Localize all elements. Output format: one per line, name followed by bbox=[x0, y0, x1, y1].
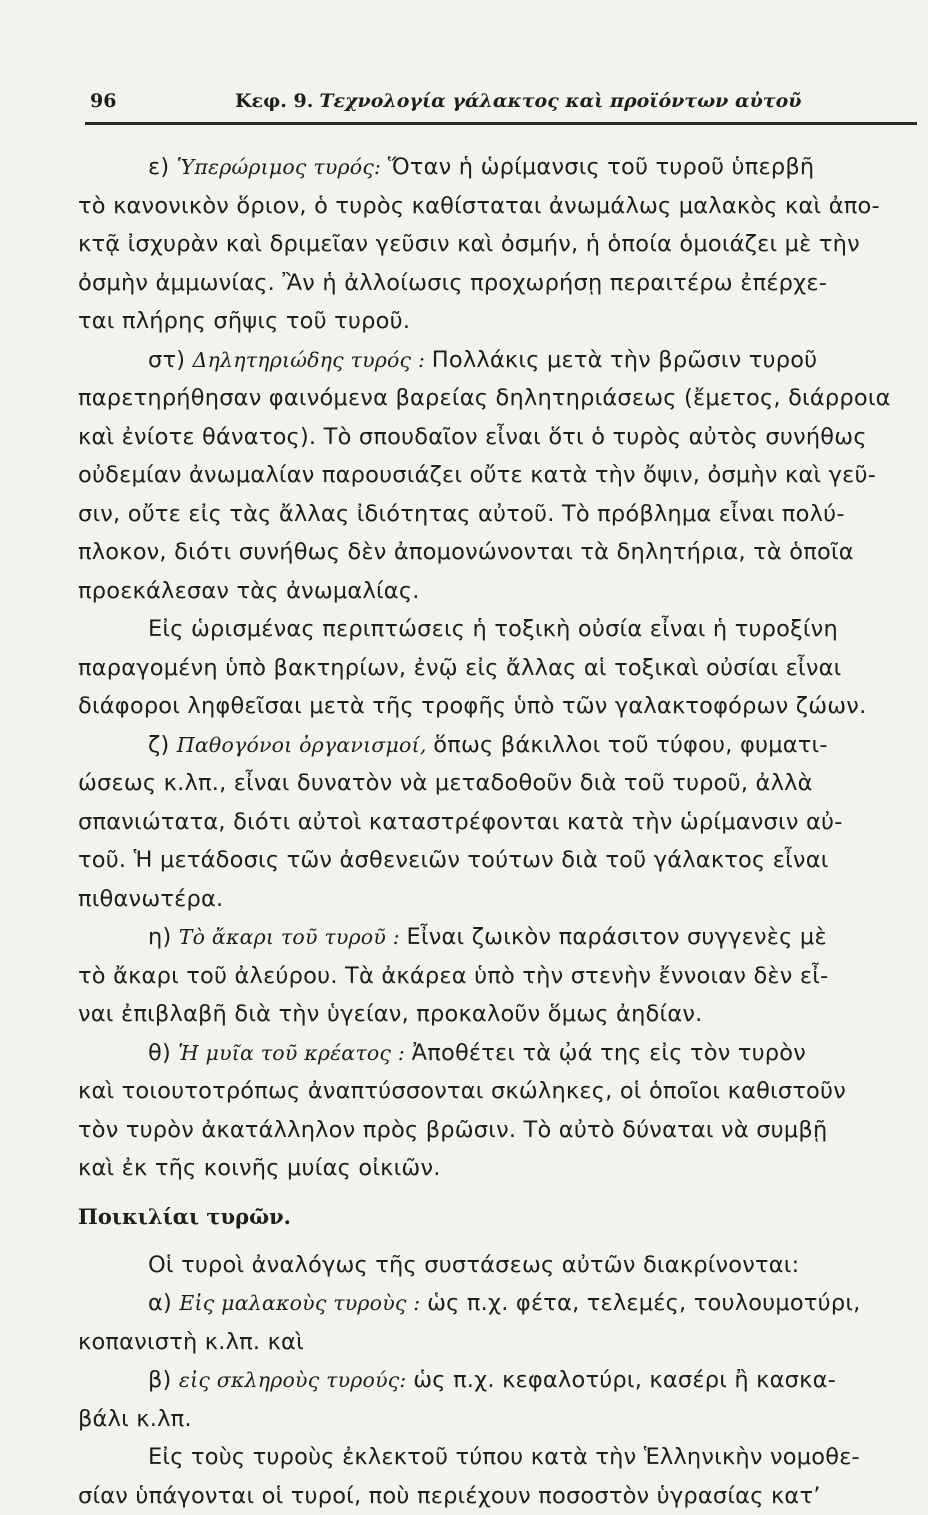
item-text: ὡς π.χ. κεφαλοτύρι, κασέρι ἢ κασκα- bbox=[413, 1367, 836, 1393]
text-line: Εἰς ὡρισμένας περιπτώσεις ἡ τοξικὴ οὐσία εἶναι ἡ τυροξίνη bbox=[78, 610, 908, 649]
item-label: ζ) bbox=[148, 732, 177, 758]
text-line: τὸν τυρὸν ἀκατάλληλον πρὸς βρῶσιν. Τὸ αὐτὸ δύναται νὰ συμβῇ bbox=[78, 1111, 908, 1150]
text-line: σπανιώτατα, διότι αὐτοὶ καταστρέφονται κατὰ τὴν ὡρίμανσιν αὐ- bbox=[78, 803, 908, 842]
text-line: προεκάλεσαν τὰς ἀνωμαλίας. bbox=[78, 572, 908, 611]
text-line: καὶ ἐκ τῆς κοινῆς μυίας οἰκιῶν. bbox=[78, 1149, 908, 1188]
item-term: Παθογόνοι ὀργανισμοί, bbox=[177, 733, 433, 757]
text-line bbox=[78, 726, 908, 765]
page-body bbox=[78, 148, 908, 1515]
chapter-label: Κεφ. 9. bbox=[235, 90, 313, 112]
item-text: ὅπως βάκιλλοι τοῦ τύφου, φυματι- bbox=[433, 732, 827, 758]
item-text: ὡς π.χ. φέτα, τελεμές, τουλουμοτύρι, bbox=[427, 1290, 860, 1316]
item-term: Δηλητηριώδης τυρός : bbox=[193, 348, 432, 372]
text-line: καὶ ἐνίοτε θάνατος). Τὸ σπουδαῖον εἶναι ὅτι ὁ τυρὸς αὐτὸς συνήθως bbox=[78, 418, 908, 457]
text-line bbox=[78, 148, 908, 187]
text-line: κτᾷ ἰσχυρὰν καὶ δριμεῖαν γεῦσιν καὶ ὀσμήν, ἡ ὁποία ὁμοιάζει μὲ τὴν bbox=[78, 225, 908, 264]
item-label: στ) bbox=[148, 347, 193, 373]
text-line: σίαν ὑπάγονται οἱ τυροί, ποὺ περιέχουν ποσοστὸν ὑγρασίας κατ’ bbox=[78, 1477, 908, 1515]
text-line: τὸ κανονικὸν ὅριον, ὁ τυρὸς καθίσταται ἀνωμάλως μαλακὸς καὶ ἀπο- bbox=[78, 187, 908, 226]
text-line: πιθανωτέρα. bbox=[78, 880, 908, 919]
text-line: Εἰς τοὺς τυροὺς ἐκλεκτοῦ τύπου κατὰ τὴν Ἑλληνικὴν νομοθε- bbox=[78, 1438, 908, 1477]
item-term: εἰς σκληροὺς τυρούς: bbox=[179, 1368, 413, 1392]
text-line: ώσεως κ.λπ., εἶναι δυνατὸν νὰ μεταδοθοῦν διὰ τοῦ τυροῦ, ἀλλὰ bbox=[78, 764, 908, 803]
text-line bbox=[78, 918, 908, 957]
text-line: καὶ τοιουτοτρόπως ἀναπτύσσονται σκώληκες, οἱ ὁποῖοι καθιστοῦν bbox=[78, 1072, 908, 1111]
text-line bbox=[78, 341, 908, 380]
section-title: Ποικιλίαι τυρῶν. bbox=[78, 1188, 908, 1240]
text-line: παραγομένη ὑπὸ βακτηρίων, ἐνῷ εἰς ἄλλας αἱ τοξικαὶ οὐσίαι εἶναι bbox=[78, 649, 908, 688]
text-line: τοῦ. Ἡ μετάδοσις τῶν ἀσθενειῶν τούτων διὰ τοῦ γάλακτος εἶναι bbox=[78, 841, 908, 880]
header-rule bbox=[85, 122, 917, 125]
text-line bbox=[78, 1284, 908, 1323]
item-label: ε) bbox=[148, 154, 177, 180]
text-line: ναι ἐπιβλαβῆ διὰ τὴν ὑγείαν, προκαλοῦν ὅμως ἀηδίαν. bbox=[78, 995, 908, 1034]
running-title bbox=[235, 90, 801, 112]
text-line: τὸ ἄκαρι τοῦ ἀλεύρου. Τὰ ἀκάρεα ὑπὸ τὴν στενὴν ἔννοιαν δὲν εἶ- bbox=[78, 957, 908, 996]
text-line bbox=[78, 1361, 908, 1400]
chapter-subject: Τεχνολογία γάλακτος καὶ προϊόντων αὐτοῦ bbox=[319, 90, 801, 112]
item-text: Εἶναι ζωικὸν παράσιτον συγγενὲς μὲ bbox=[407, 924, 827, 950]
item-term: Τὸ ἄκαρι τοῦ τυροῦ : bbox=[179, 925, 407, 949]
item-label: θ) bbox=[148, 1040, 178, 1066]
text-line bbox=[78, 1034, 908, 1073]
text-line: σιν, οὔτε εἰς τὰς ἄλλας ἰδιότητας αὐτοῦ. Τὸ πρόβλημα εἶναι πολύ- bbox=[78, 495, 908, 534]
text-line: ται πλήρης σῆψις τοῦ τυροῦ. bbox=[78, 302, 908, 341]
text-line: Οἱ τυροὶ ἀναλόγως τῆς συστάσεως αὐτῶν διακρίνονται: bbox=[78, 1246, 908, 1285]
text-line: κοπανιστὴ κ.λπ. καὶ bbox=[78, 1323, 908, 1362]
item-text: Πολλάκις μετὰ τὴν βρῶσιν τυροῦ bbox=[432, 347, 818, 373]
text-line: διάφοροι ληφθεῖσαι μετὰ τῆς τροφῆς ὑπὸ τῶν γαλακτοφόρων ζώων. bbox=[78, 687, 908, 726]
text-line: βάλι κ.λπ. bbox=[78, 1400, 908, 1439]
text-line: παρετηρήθησαν φαινόμενα βαρείας δηλητηριάσεως (ἔμετος, διάρροια bbox=[78, 379, 908, 418]
text-line: οὐδεμίαν ἀνωμαλίαν παρουσιάζει οὔτε κατὰ τὴν ὄψιν, ὀσμὴν καὶ γεῦ- bbox=[78, 456, 908, 495]
item-text: Ἀποθέτει τὰ ᾠά της εἰς τὸν τυρὸν bbox=[412, 1040, 806, 1066]
item-label: α) bbox=[148, 1290, 179, 1316]
item-term: Ὑπερώριμος τυρός: bbox=[177, 155, 388, 179]
item-label: β) bbox=[148, 1367, 179, 1393]
text-line: πλοκον, διότι συνήθως δὲν ἀπομονώνονται τὰ δηλητήρια, τὰ ὁποῖα bbox=[78, 533, 908, 572]
item-term: Ἡ μυῖα τοῦ κρέατος : bbox=[178, 1041, 411, 1065]
page-number: 96 bbox=[90, 90, 116, 112]
item-label: η) bbox=[148, 924, 179, 950]
item-term: Εἰς μαλακοὺς τυροὺς : bbox=[179, 1291, 427, 1315]
item-text: Ὅταν ἡ ὡρίμανσις τοῦ τυροῦ ὑπερβῆ bbox=[388, 154, 815, 180]
text-line: ὀσμὴν ἀμμωνίας. Ἂν ἡ ἀλλοίωσις προχωρήσῃ περαιτέρω ἐπέρχε- bbox=[78, 264, 908, 303]
